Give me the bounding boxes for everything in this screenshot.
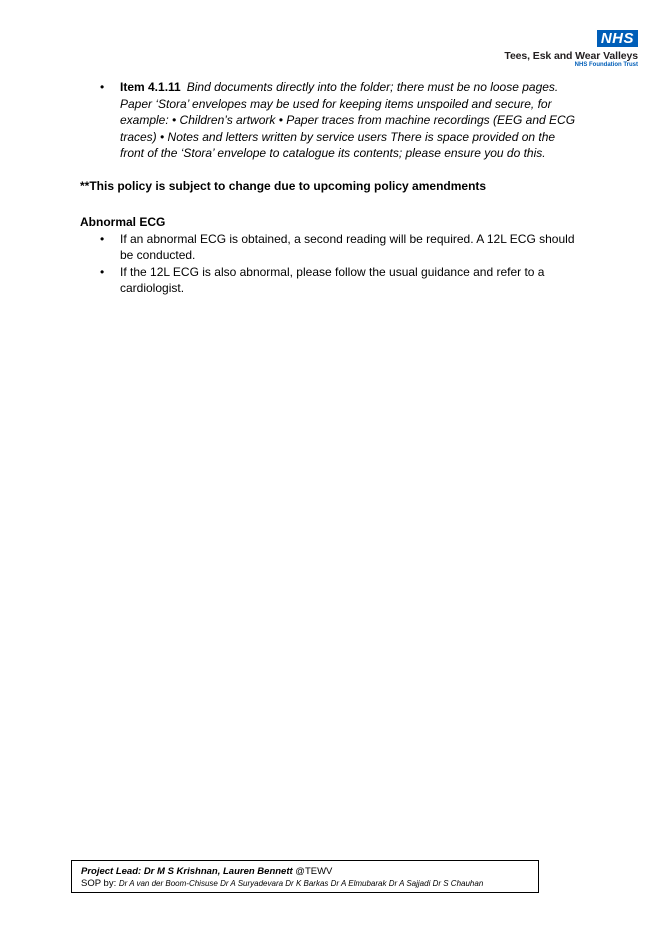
list-item-text: If an abnormal ECG is obtained, a second reading will be required. A 12L ECG should be conducted. (120, 231, 575, 262)
section-heading-abnormal-ecg: Abnormal ECG (80, 215, 166, 229)
project-lead-org: @TEWV (292, 866, 333, 877)
abnormal-ecg-list (80, 231, 580, 297)
sop-authors: Dr A van der Boom-Chisuse Dr A Suryadevara Dr K Barkas Dr A Elmubarak Dr A Sajjadi Dr S Chauhan (118, 879, 484, 888)
list-item-text: If the 12L ECG is also abnormal, please follow the usual guidance and refer to a cardiologist. (120, 264, 545, 295)
nhs-trust-logo (504, 30, 638, 68)
item-4-1-11 (80, 79, 580, 162)
bullet-icon: • (100, 231, 105, 246)
document-body (80, 79, 580, 297)
item-label: Item 4.1.11 (120, 80, 181, 94)
footer-credits-box (71, 860, 539, 893)
footer-lead-line (81, 866, 538, 878)
trust-name: Tees, Esk and Wear Valleys (504, 50, 638, 62)
nhs-badge: NHS (597, 30, 638, 47)
list-item (80, 264, 580, 297)
project-lead: Project Lead: Dr M S Krishnan, Lauren Bennett (81, 866, 293, 877)
bullet-icon: • (100, 80, 105, 94)
bullet-icon: • (100, 264, 105, 279)
policy-note: **This policy is subject to change due to upcoming policy amendments (80, 178, 487, 193)
list-item (80, 231, 580, 264)
item-text: Bind documents directly into the folder; there must be no loose pages. Paper ‘Stora’ envelopes may be used for keeping items unspoiled and secure, for example: • Children’s artwork • Paper traces from machine recordings (EEG and ECG traces) • Notes and letters written by service users There is space provided on the front of the ‘Stora’ envelope to catalogue its contents; please ensure you do this. (120, 80, 576, 160)
item-list (80, 79, 580, 162)
trust-subtitle: NHS Foundation Trust (574, 62, 638, 68)
footer-sop-line (81, 878, 538, 890)
sop-label: SOP by: (81, 878, 119, 889)
